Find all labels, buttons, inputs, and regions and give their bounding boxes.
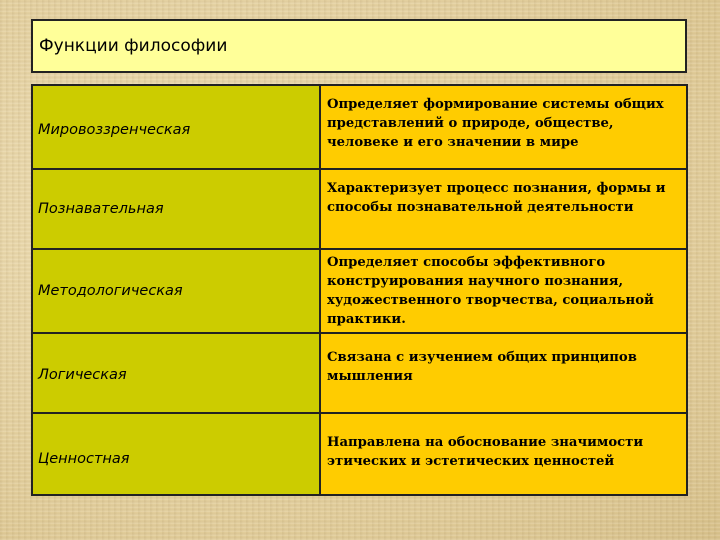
function-description-cell: Связана с изучением общих принципов мышления — [321, 334, 686, 412]
function-description-cell: Определяет способы эффективного конструирования научного познания, художественного творчества, социальной практики. — [321, 250, 686, 332]
function-description-cell: Определяет формирование системы общих представлений о природе, обществе, человеке и его значении в мире — [321, 86, 686, 168]
function-name-cell: Познавательная — [33, 170, 321, 248]
table-row — [33, 170, 686, 250]
slide-title-box — [31, 19, 687, 73]
table-row — [33, 334, 686, 414]
function-description-cell: Направлена на обоснование значимости этических и эстетических ценностей — [321, 414, 686, 494]
functions-table — [31, 84, 688, 496]
table-row — [33, 414, 686, 494]
function-name-cell: Мировоззренческая — [33, 86, 321, 168]
table-row — [33, 86, 686, 170]
table-row — [33, 250, 686, 334]
function-description-cell: Характеризует процесс познания, формы и способы познавательной деятельности — [321, 170, 686, 248]
function-name-cell: Ценностная — [33, 414, 321, 494]
slide-title: Функции философии — [39, 36, 228, 56]
function-name-cell: Логическая — [33, 334, 321, 412]
function-name-cell: Методологическая — [33, 250, 321, 332]
